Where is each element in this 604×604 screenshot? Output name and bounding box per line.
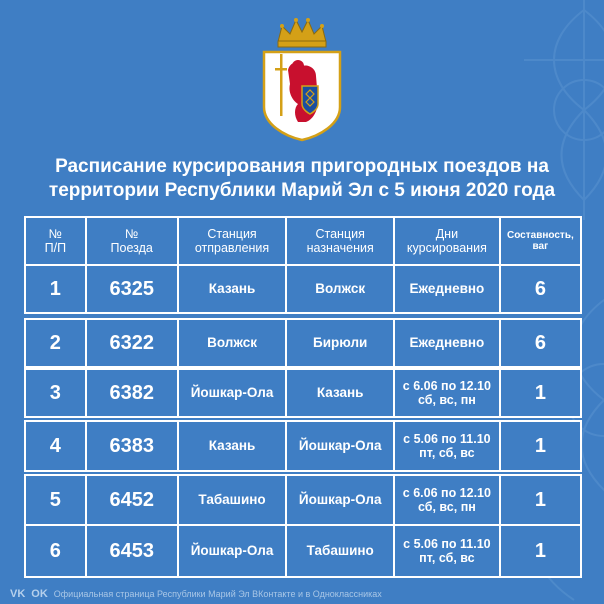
operating-days: с 6.06 по 12.10 сб, вс, пн bbox=[393, 368, 501, 418]
row-num: 5 bbox=[24, 474, 87, 526]
operating-days: Ежедневно bbox=[393, 318, 501, 368]
operating-days: с 5.06 по 11.10 пт, сб, вс bbox=[393, 420, 501, 472]
arrival-station: Казань bbox=[285, 368, 395, 418]
title-line-2: территории Республики Марий Эл с 5 июня 2020 года bbox=[48, 180, 556, 201]
arrival-station: Йошкар-Ола bbox=[285, 474, 395, 526]
mari-el-coat-of-arms bbox=[258, 12, 346, 142]
header-days: Дни курсирования bbox=[393, 216, 501, 266]
composition: 1 bbox=[499, 420, 582, 472]
vk-icon[interactable]: VK bbox=[10, 588, 26, 600]
row-num: 1 bbox=[24, 264, 87, 314]
table-header-row bbox=[24, 216, 582, 266]
table-row bbox=[24, 474, 582, 526]
arrival-station: Волжск bbox=[285, 264, 395, 314]
departure-station: Казань bbox=[177, 420, 288, 472]
arrival-station: Бирюли bbox=[285, 318, 395, 368]
ornament-shield-icon bbox=[302, 86, 318, 114]
header-composition: Составность, ваг bbox=[499, 216, 582, 266]
row-num: 2 bbox=[24, 318, 87, 368]
table-row bbox=[24, 524, 582, 578]
departure-station: Волжск bbox=[177, 318, 288, 368]
table-row bbox=[24, 420, 582, 472]
composition: 6 bbox=[499, 318, 582, 368]
arrival-station: Йошкар-Ола bbox=[285, 420, 395, 472]
composition: 6 bbox=[499, 264, 582, 314]
header-from: Станция отправления bbox=[177, 216, 288, 266]
operating-days: с 6.06 по 12.10 сб, вс, пн bbox=[393, 474, 501, 526]
composition: 1 bbox=[499, 474, 582, 526]
header-train: № Поезда bbox=[85, 216, 179, 266]
odnoklassniki-icon[interactable]: OK bbox=[31, 588, 48, 600]
table-row bbox=[24, 318, 582, 368]
operating-days: Ежедневно bbox=[393, 264, 501, 314]
row-num: 4 bbox=[24, 420, 87, 472]
table-row bbox=[24, 264, 582, 314]
footer-text: Официальная страница Республики Марий Эл ВКонтакте и в Одноклассниках bbox=[53, 589, 382, 599]
title-line-1: Расписание курсирования пригородных поездов на bbox=[55, 156, 549, 177]
train-number: 6382 bbox=[85, 368, 179, 418]
footer bbox=[10, 588, 382, 600]
schedule-table bbox=[24, 216, 582, 579]
train-number: 6453 bbox=[85, 524, 179, 578]
departure-station: Йошкар-Ола bbox=[177, 368, 288, 418]
train-number: 6452 bbox=[85, 474, 179, 526]
departure-station: Казань bbox=[177, 264, 288, 314]
header-to: Станция назначения bbox=[285, 216, 395, 266]
row-num: 3 bbox=[24, 368, 87, 418]
crown-icon bbox=[278, 18, 326, 47]
composition: 1 bbox=[499, 524, 582, 578]
row-num: 6 bbox=[24, 524, 87, 578]
composition: 1 bbox=[499, 368, 582, 418]
departure-station: Табашино bbox=[177, 474, 288, 526]
train-number: 6325 bbox=[85, 264, 179, 314]
operating-days: с 5.06 по 11.10 пт, сб, вс bbox=[393, 524, 501, 578]
table-row bbox=[24, 368, 582, 418]
train-number: 6383 bbox=[85, 420, 179, 472]
train-number: 6322 bbox=[85, 318, 179, 368]
departure-station: Йошкар-Ола bbox=[177, 524, 288, 578]
arrival-station: Табашино bbox=[285, 524, 395, 578]
header-num: № П/П bbox=[24, 216, 87, 266]
page-title bbox=[20, 155, 584, 203]
